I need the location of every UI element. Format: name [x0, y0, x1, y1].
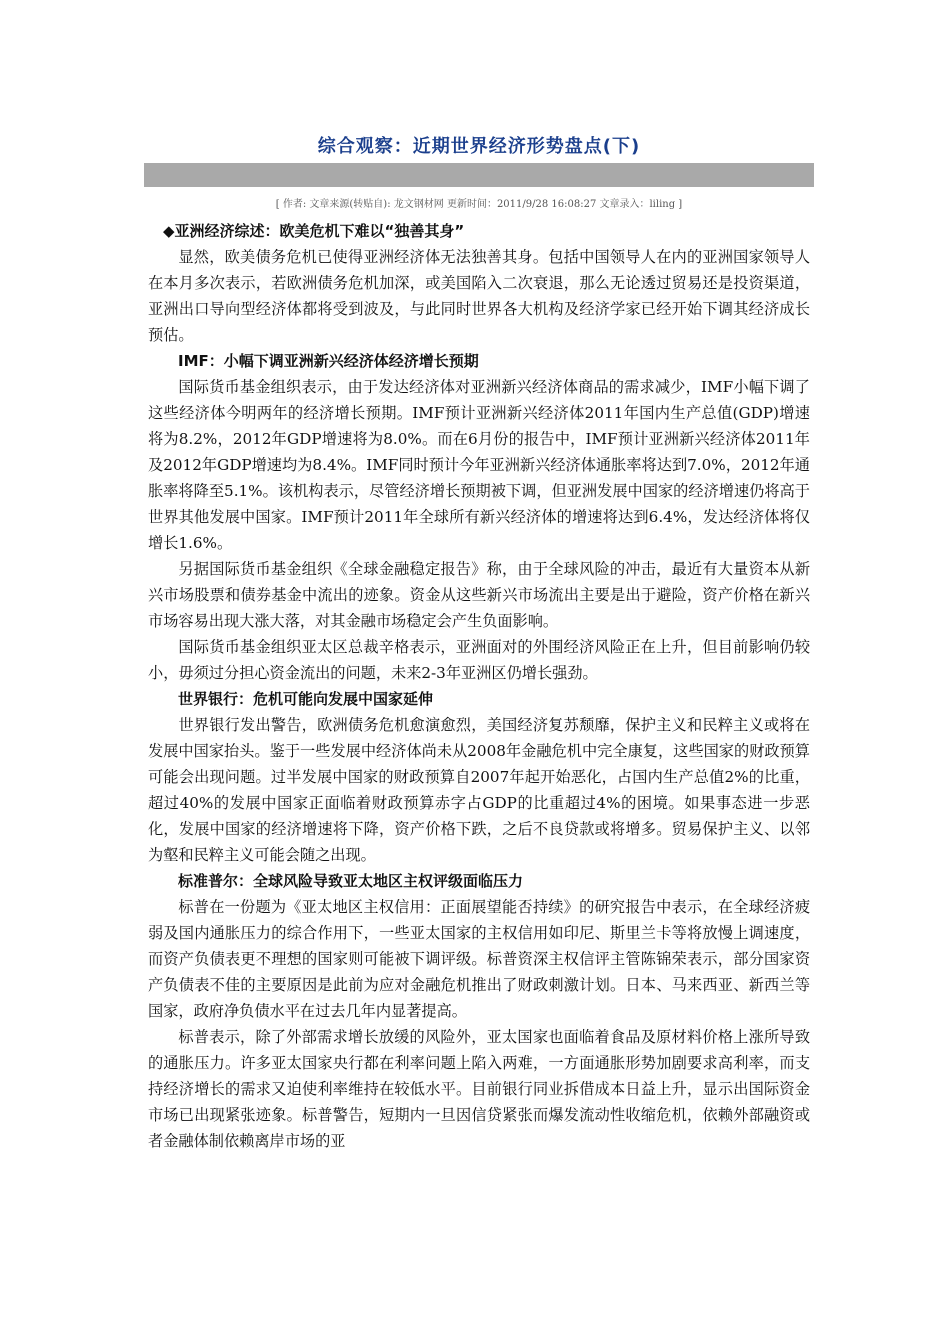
article-body: [148, 218, 810, 1154]
section-heading: ◆亚洲经济综述：欧美危机下难以“独善其身”: [163, 222, 465, 240]
paragraph: 标普表示，除了外部需求增长放缓的风险外，亚太国家也面临着食品及原材料价格上涨所导致的通胀压力。许多亚太国家央行都在利率问题上陷入两难，一方面通胀形势加剧要求高利率，而支持经济增长的需求又迫使利率维持在较低水平。目前银行同业拆借成本日益上升，显示出国际资金市场已出现紧张迹象。标普警告，短期内一旦因信贷紧张而爆发流动性收缩危机，依赖外部融资或者金融体制依赖离岸市场的亚: [148, 1028, 810, 1150]
paragraph: 世界银行发出警告，欧洲债务危机愈演愈烈，美国经济复苏颓靡，保护主义和民粹主义或将在发展中国家抬头。鉴于一些发展中经济体尚未从2008年金融危机中完全康复，这些国家的财政预算可能会出现问题。过半发展中国家的财政预算自2007年起开始恶化，占国内生产总值2%的比重，超过40%的发展中国家正面临着财政预算赤字占GDP的比重超过4%的困境。如果事态进一步恶化，发展中国家的经济增速将下降，资产价格下跌，之后不良贷款或将增多。贸易保护主义、以邻为壑和民粹主义可能会随之出现。: [148, 716, 810, 864]
paragraph: 标普在一份题为《亚太地区主权信用：正面展望能否持续》的研究报告中表示，在全球经济疲弱及国内通胀压力的综合作用下，一些亚太国家的主权信用如印尼、斯里兰卡等将放慢上调速度，而资产负债表更不理想的国家则可能被下调评级。标普资深主权信评主管陈锦荣表示，部分国家资产负债表不佳的主要原因是此前为应对金融危机推出了财政刺激计划。日本、马来西亚、新西兰等国家，政府净负债水平在过去几年内显著提高。: [148, 898, 810, 1020]
paragraph: 国际货币基金组织亚太区总裁辛格表示，亚洲面对的外围经济风险正在上升，但目前影响仍较小，毋须过分担心资金流出的问题，未来2-3年亚洲区仍增长强劲。: [148, 638, 810, 682]
article-meta: [ 作者: 文章来源(转贴自): 龙文钢材网 更新时间：2011/9/28 16:08:27 文章录入：liling ]: [275, 199, 683, 210]
section-heading: IMF：小幅下调亚洲新兴经济体经济增长预期: [178, 352, 479, 370]
article-title: 综合观察：近期世界经济形势盘点(下): [317, 136, 641, 157]
paragraph: 另据国际货币基金组织《全球金融稳定报告》称，由于全球风险的冲击，最近有大量资本从新兴市场股票和债券基金中流出的迹象。资金从这些新兴市场流出主要是出于避险，资产价格在新兴市场容易出现大涨大落，对其金融市场稳定会产生负面影响。: [148, 560, 810, 630]
paragraph: 国际货币基金组织表示，由于发达经济体对亚洲新兴经济体商品的需求减少，IMF小幅下调了这些经济体今明两年的经济增长预期。IMF预计亚洲新兴经济体2011年国内生产总值(GDP)增速将为8.2%，2012年GDP增速将为8.0%。而在6月份的报告中，IMF预计亚洲新兴经济体2011年及2012年GDP增速均为8.4%。IMF同时预计今年亚洲新兴经济体通胀率将达到7.0%，2012年通胀率将降至5.1%。该机构表示，尽管经济增长预期被下调，但亚洲发展中国家的经济增速仍将高于世界其他发展中国家。IMF预计2011年全球所有新兴经济体的增速将达到6.4%，发达经济体将仅增长1.6%。: [148, 378, 810, 552]
section-heading: 世界银行：危机可能向发展中国家延伸: [178, 690, 434, 708]
section-heading: 标准普尔：全球风险导致亚太地区主权评级面临压力: [178, 872, 524, 890]
paragraph: 显然，欧美债务危机已使得亚洲经济体无法独善其身。包括中国领导人在内的亚洲国家领导人在本月多次表示，若欧洲债务危机加深，或美国陷入二次衰退，那么无论透过贸易还是投资渠道，亚洲出口导向型经济体都将受到波及，与此同时世界各大机构及经济学家已经开始下调其经济成长预估。: [148, 248, 810, 344]
title-divider-bar: [144, 163, 814, 187]
